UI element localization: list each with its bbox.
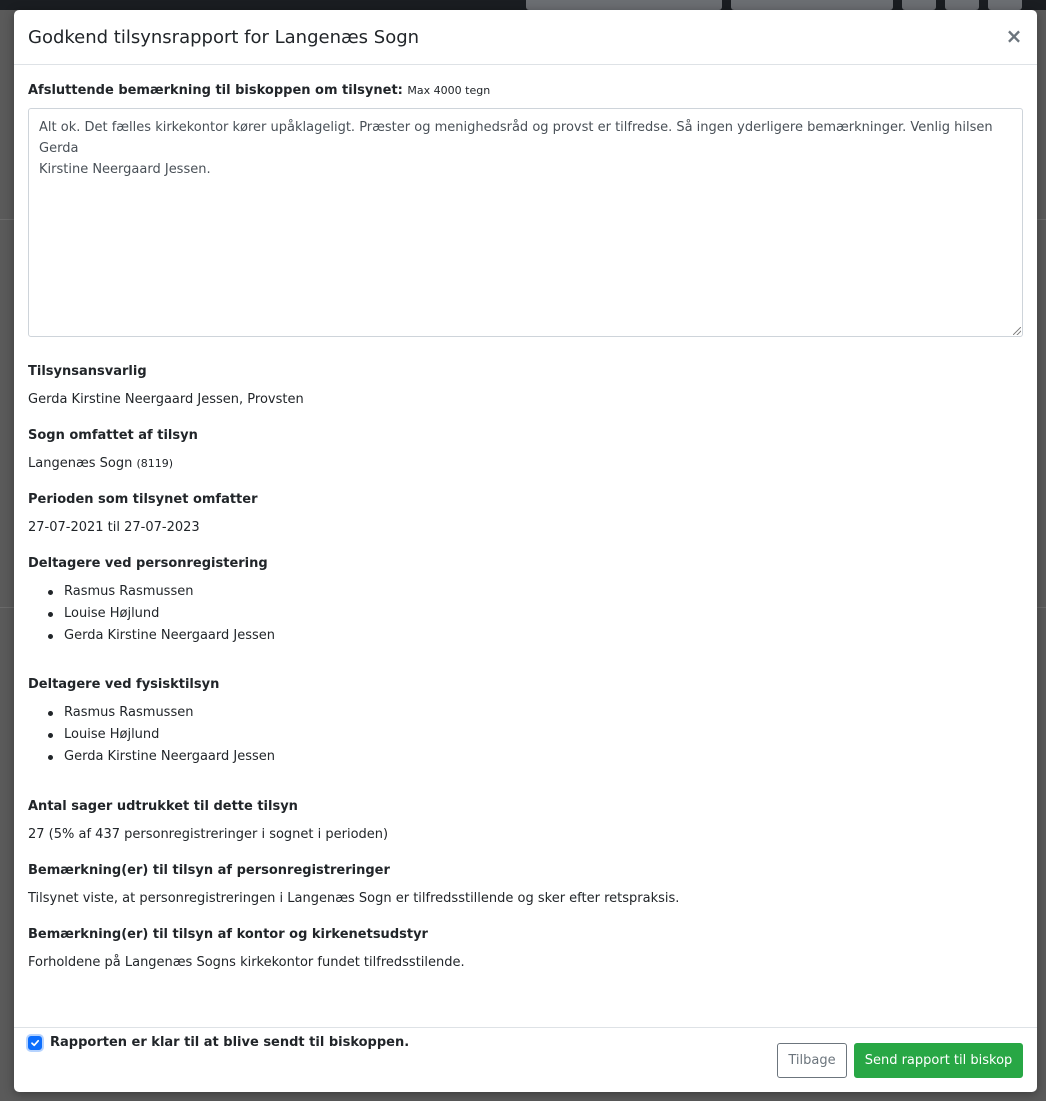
- ready-checkbox-label[interactable]: Rapporten er klar til at blive sendt til biskoppen.: [50, 1035, 410, 1050]
- parish-value: [28, 456, 173, 471]
- background-button: [988, 0, 1022, 10]
- remark-text-line: Kirstine Neergaard Jessen.: [39, 162, 211, 177]
- resize-grip-icon[interactable]: [1013, 327, 1021, 335]
- background-button: [731, 0, 893, 10]
- modal-header: [14, 10, 1037, 65]
- list-item: Rasmus Rasmussen: [28, 581, 275, 603]
- person-registration-participants-list: [28, 581, 275, 647]
- remark-textarea[interactable]: [28, 108, 1023, 337]
- background-button: [902, 0, 936, 10]
- close-icon[interactable]: ×: [1005, 24, 1023, 48]
- physical-participants-heading: Deltagere ved fysisktilsyn: [28, 677, 220, 692]
- background-button: [945, 0, 979, 10]
- list-item: Gerda Kirstine Neergaard Jessen: [28, 746, 275, 768]
- list-item: Rasmus Rasmussen: [28, 702, 275, 724]
- approve-report-modal: [14, 10, 1037, 1092]
- back-button[interactable]: Tilbage: [777, 1043, 847, 1078]
- cases-heading: Antal sager udtrukket til dette tilsyn: [28, 799, 298, 814]
- period-heading: Perioden som tilsynet omfatter: [28, 492, 258, 507]
- list-item: Louise Højlund: [28, 603, 275, 625]
- cases-value: 27 (5% af 437 personregistreringer i sognet i perioden): [28, 827, 389, 842]
- remark-max-chars-hint: Max 4000 tegn: [407, 84, 491, 97]
- list-item: Gerda Kirstine Neergaard Jessen: [28, 625, 275, 647]
- modal-title: Godkend tilsynsrapport for Langenæs Sogn: [28, 27, 420, 48]
- office-remarks-heading: Bemærkning(er) til tilsyn af kontor og kirkenetsudstyr: [28, 927, 428, 942]
- parish-heading: Sogn omfattet af tilsyn: [28, 428, 198, 443]
- registration-remarks-value: Tilsynet viste, at personregistreringen i Langenæs Sogn er tilfredsstillende og sker efter retspraksis.: [28, 891, 680, 906]
- person-registration-participants-heading: Deltagere ved personregistering: [28, 556, 268, 571]
- list-item: Louise Højlund: [28, 724, 275, 746]
- parish-code: (8119): [136, 457, 174, 470]
- remark-label: [28, 83, 490, 98]
- supervisor-value: Gerda Kirstine Neergaard Jessen, Provsten: [28, 392, 304, 407]
- physical-participants-list: [28, 702, 275, 768]
- supervisor-heading: Tilsynsansvarlig: [28, 364, 147, 379]
- remark-text-line: Alt ok. Det fælles kirkekontor kører upåklageligt. Præster og menighedsråd og provst er tilfredse. Så ingen yderligere bemærkninger. Venlig hilsen Gerda: [39, 120, 993, 156]
- office-remarks-value: Forholdene på Langenæs Sogns kirkekontor fundet tilfredsstilende.: [28, 955, 465, 970]
- period-value: 27-07-2021 til 27-07-2023: [28, 520, 200, 535]
- registration-remarks-heading: Bemærkning(er) til tilsyn af personregistreringer: [28, 863, 390, 878]
- background-button: [526, 0, 722, 10]
- send-report-button[interactable]: Send rapport til biskop: [854, 1043, 1023, 1078]
- parish-name: Langenæs Sogn: [28, 456, 133, 471]
- remark-label-text: Afsluttende bemærkning til biskoppen om tilsynet:: [28, 83, 403, 98]
- modal-footer: [14, 1027, 1037, 1092]
